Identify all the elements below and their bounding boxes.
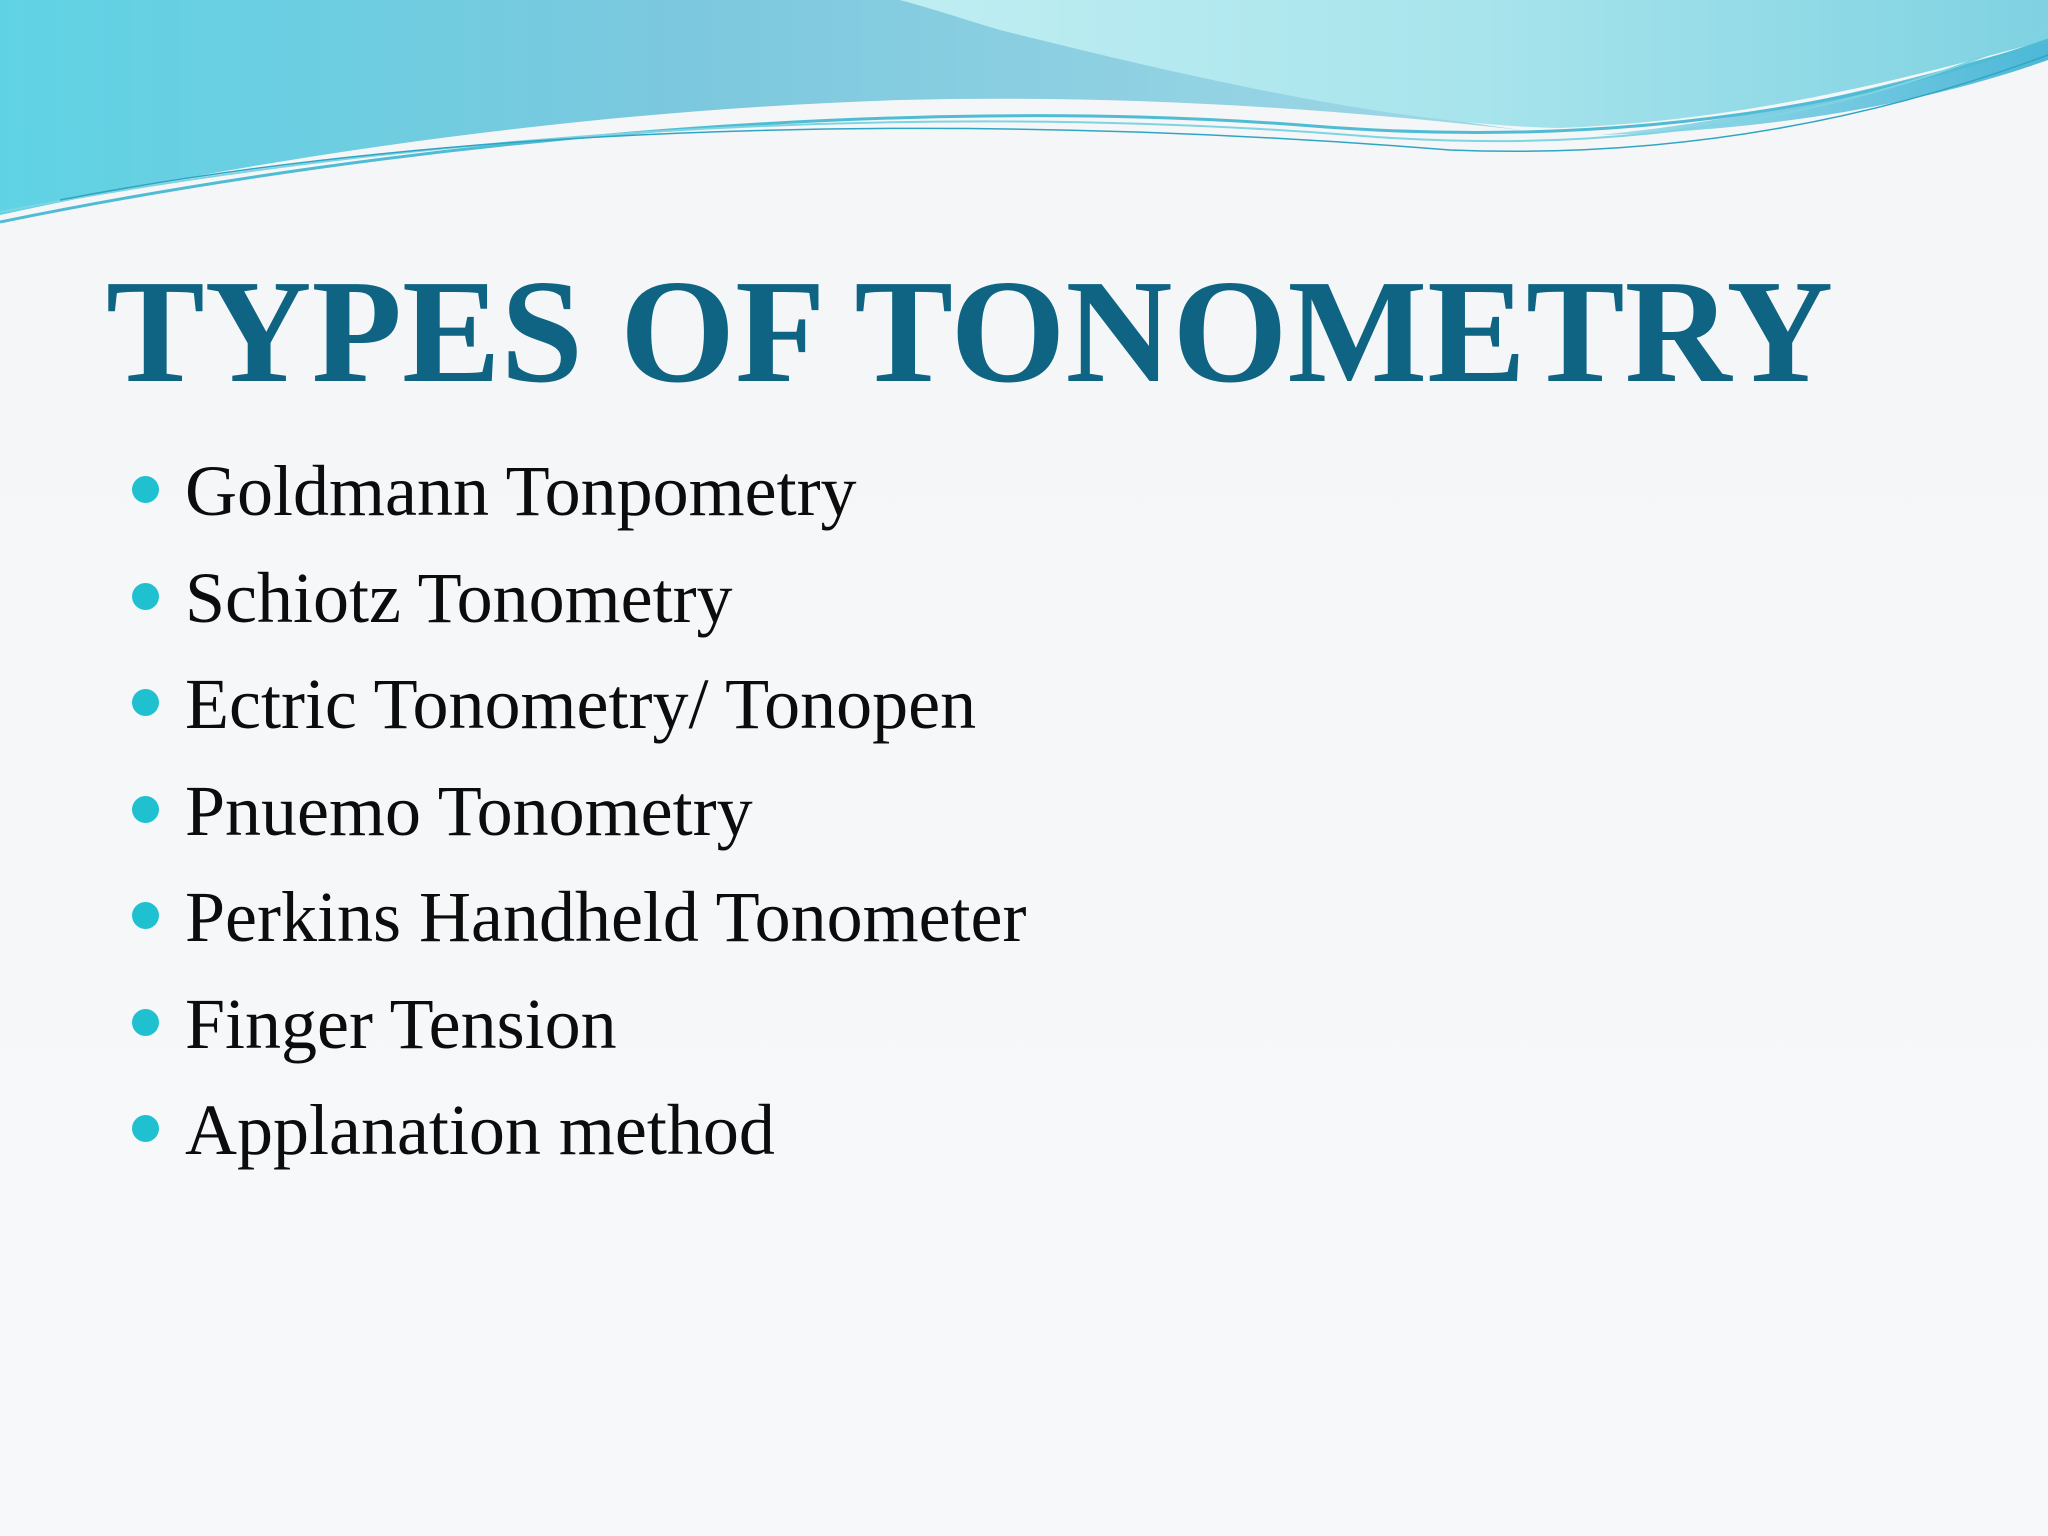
bullet-icon: [132, 583, 159, 610]
bullet-icon: [132, 1009, 159, 1036]
bullet-icon: [132, 796, 159, 823]
bullet-icon: [132, 902, 159, 929]
bullet-text: Pnuemo Tonometry: [185, 770, 753, 851]
bullet-icon: [132, 476, 159, 503]
bullet-text: Applanation method: [185, 1090, 775, 1170]
bullet-icon: [132, 1115, 159, 1142]
bullet-text: Finger Tension: [185, 983, 617, 1064]
header-wave-decoration: [0, 0, 2048, 240]
bullet-icon: [132, 689, 159, 716]
bullet-text: Perkins Handheld Tonometer: [185, 877, 1027, 957]
slide-title: TYPES OF TONOMETRY: [106, 250, 1834, 414]
bullet-text: Ectric Tonometry/ Tonopen: [185, 664, 977, 744]
bullet-text: Goldmann Tonpometry: [185, 451, 857, 531]
bullet-text: Schiotz Tonometry: [185, 557, 733, 638]
